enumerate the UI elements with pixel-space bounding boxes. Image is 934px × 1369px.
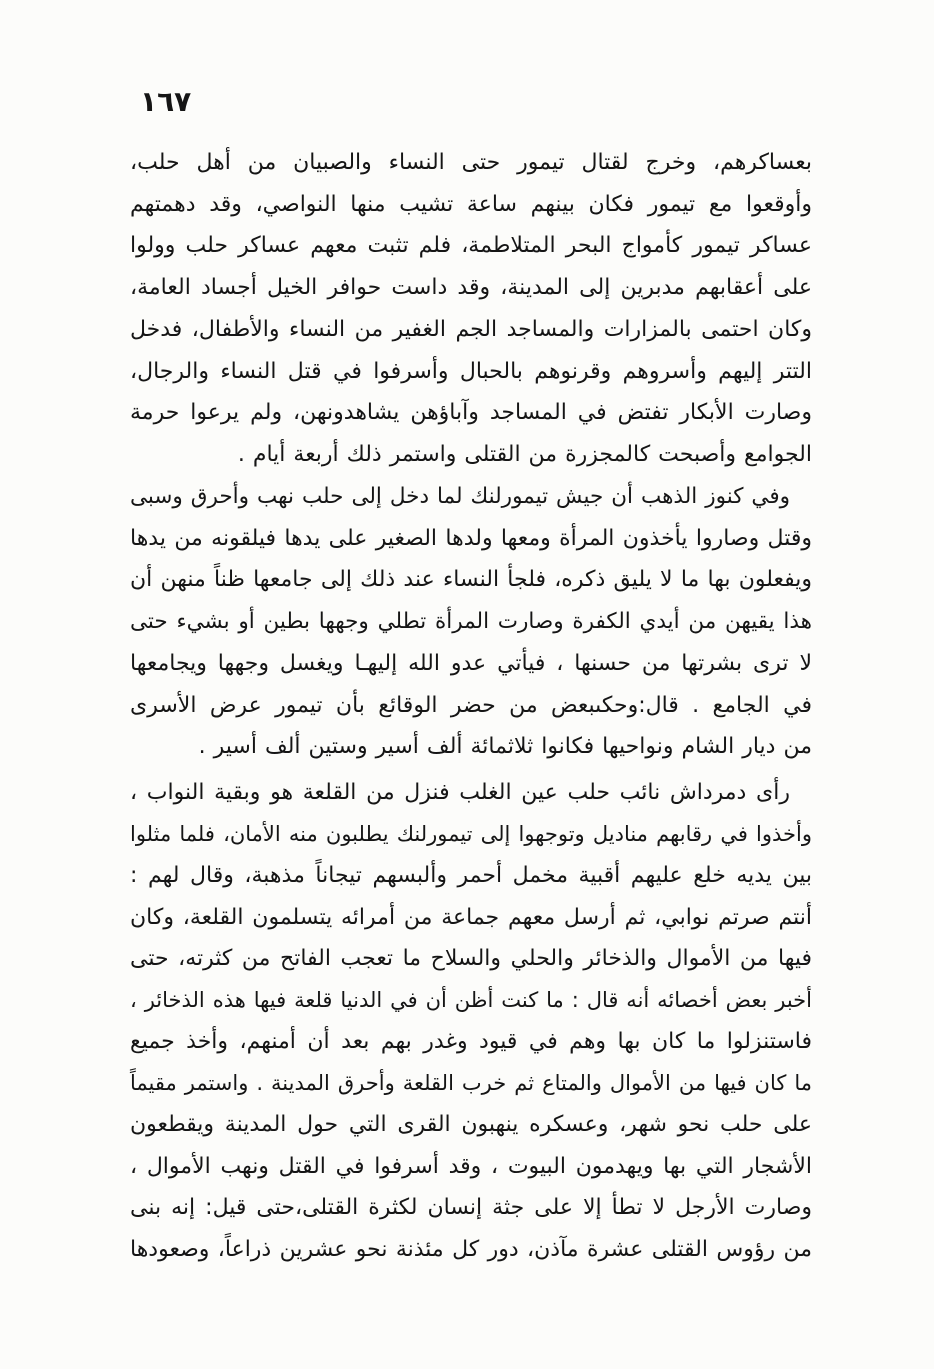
text-line: على حلب نحو شهر، وعسكره ينهبون القرى التي حول المدينة ويقطعون bbox=[130, 1112, 812, 1137]
text-line: فيها من الأموال والذخائر والحلي والسلاح ما تعجب الفاتح من كثرته، حتى bbox=[130, 946, 812, 971]
text-line: وفي كنوز الذهب أن جيش تيمورلنك لما دخل إلى حلب نهب وأحرق وسبى bbox=[130, 484, 790, 509]
text-line: من رؤوس القتلى عشرة مآذن، دور كل مئذنة نحو عشرين ذراعاً، وصعودها bbox=[130, 1236, 812, 1262]
text-line: بعساكرهم، وخرج لقتال تيمور حتى النساء والصبيان من أهل حلب، bbox=[130, 150, 812, 175]
text-line: وأوقعوا مع تيمور فكان بينهم ساعة تشيب منها النواصي، وقد دهمتهم bbox=[130, 191, 812, 217]
text-line: عساكر تيمور كأمواج البحر المتلاطمة، فلم تثبت معهم عساكر حلب وولوا bbox=[130, 233, 812, 259]
text-line: أنتم صرتم نوابي، ثم أرسل معهم جماعة من أمرائه يتسلمون القلعة، وكان bbox=[130, 904, 812, 930]
text-line: وكان احتمى بالمزارات والمساجد الجم الغفير من النساء والأطفال، فدخل bbox=[130, 316, 812, 342]
paragraph bbox=[130, 772, 812, 1270]
text-line: أخبر بعض أخصائه أنه قال : ما كنت أظن أن في الدنيا قلعة فيها هذه الذخائر ، bbox=[130, 987, 812, 1012]
text-line: ويفعلون بها ما لا يليق ذكره، فلجأ النساء عند ذلك إلى جامعها ظناً منهن أن bbox=[130, 567, 812, 593]
text-line: على أعقابهم مدبرين إلى المدينة، وقد داست حوافر الخيل أجساد العامة، bbox=[130, 275, 812, 301]
text-line: التتر إليهم وأسروهم وقرنوهم بالحبال وأسرفوا في قتل النساء والرجال، bbox=[130, 358, 812, 384]
text-line: لا ترى بشرتها من حسنها ، فيأتي عدو الله إليهـا ويغسل وجهها ويجامعها bbox=[130, 650, 812, 676]
text-line: رأى دمرداش نائب حلب عين الغلب فنزل من القلعة هو وبقية النواب ، bbox=[130, 780, 790, 805]
text-line: وصارت الأبكار تفتض في المساجد وآباؤهن يشاهدونهن، ولم يرعوا حرمة bbox=[130, 400, 812, 426]
text-line: بين يديه خلع عليهم أقبية مخمل أحمر وألبسهم تيجاناً مذهبة، وقال لهم : bbox=[130, 863, 812, 888]
text-line: فاستنزلوا ما كان بها وهم في قيود وغدر بهم بعد أن أمنهم، وأخذ جميع bbox=[130, 1029, 812, 1054]
text-line: ما كان فيها من الأموال والمتاع ثم خرب القلعة وأحرق المدينة . واستمر مقيماً bbox=[130, 1070, 812, 1095]
paragraph bbox=[130, 142, 812, 476]
text-line: وصارت الأرجل لا تطأ إلا على جثة إنسان لكثرة القتلى،حتى قيل: إنه بنى bbox=[130, 1195, 812, 1220]
text-line: وأخذوا في رقابهم مناديل وتوجهوا إلى تيمورلنك يطلبون منه الأمان، فلما مثلوا bbox=[130, 821, 812, 846]
paragraph bbox=[130, 476, 812, 768]
text-line: الأشجار التي بها ويهدمون البيوت ، وقد أسرفوا في القتل ونهب الأموال ، bbox=[130, 1153, 812, 1179]
text-line: الجوامع وأصبحت كالمجزرة من القتلى واستمر ذلك أربعة أيام . bbox=[237, 441, 812, 467]
page-number: ١٦٧ bbox=[140, 85, 192, 118]
text-line: في الجامع . قال:وحكىبعض من حضر الوقائع بأن تيمور عرض الأسرى bbox=[130, 692, 812, 718]
text-line: وقتل وصاروا يأخذون المرأة ومعها ولدها الصغير على يدها فيلقونه من يدها bbox=[130, 525, 812, 551]
text-line: هذا يقيهن من أيدي الكفرة وصارت المرأة تطلي وجهها بطين أو بشيء حتى bbox=[130, 609, 812, 635]
text-line: من ديار الشام ونواحيها فكانوا ثلاثمائة ألف أسير وستين ألف أسير . bbox=[198, 734, 812, 760]
